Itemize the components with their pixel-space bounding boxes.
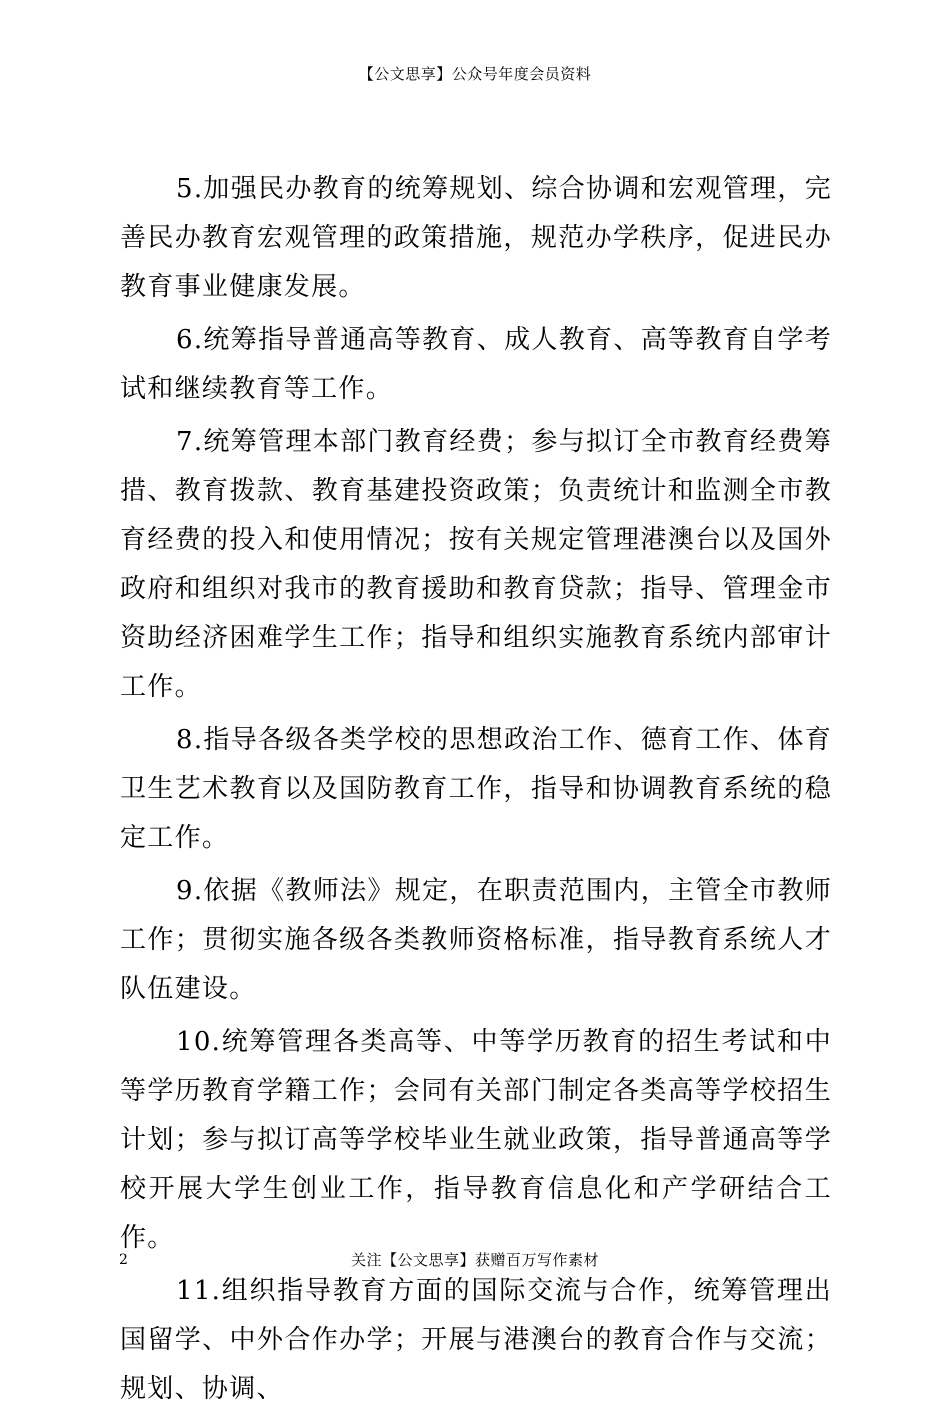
footer-note: 关注【公文思享】获赠百万写作素材 [350, 1251, 599, 1269]
paragraph-item-6: 6.统筹指导普通高等教育、成人教育、高等教育自学考试和继续教育等工作。 [120, 325, 832, 404]
page-header: 【公文思享】公众号年度会员资料 [358, 65, 592, 83]
paragraph-item-11: 11.组织指导教育方面的国际交流与合作，统筹管理出国留学、中外合作办学；开展与港澳台的教育合作与交流；规划、协调、 [120, 1276, 832, 1404]
paragraph-item-9: 9.依据《教师法》规定，在职责范围内，主管全市教师工作；贯彻实施各级各类教师资格标准，指导教育系统人才队伍建设。 [120, 876, 832, 1004]
page-footer [0, 1250, 950, 1270]
paragraph-item-10: 10.统筹管理各类高等、中等学历教育的招生考试和中等学历教育学籍工作；会同有关部门制定各类高等学校招生计划；参与拟订高等学校毕业生就业政策，指导普通高等学校开展大学生创业工作，指导教育信息化和产学研结合工作。 [120, 1027, 832, 1253]
page-number: 2 [119, 1252, 128, 1268]
paragraph-item-7: 7.统筹管理本部门教育经费；参与拟订全市教育经费筹措、教育拨款、教育基建投资政策；负责统计和监测全市教育经费的投入和使用情况；按有关规定管理港澳台以及国外政府和组织对我市的教育援助和教育贷款；指导、管理金市资助经济困难学生工作；指导和组织实施教育系统内部审计工作。 [120, 427, 832, 702]
paragraph-item-5: 5.加强民办教育的统筹规划、综合协调和宏观管理，完善民办教育宏观管理的政策措施，规范办学秩序，促进民办教育事业健康发展。 [120, 174, 832, 302]
paragraph-item-8: 8.指导各级各类学校的思想政治工作、德育工作、体育卫生艺术教育以及国防教育工作，指导和协调教育系统的稳定工作。 [120, 725, 832, 853]
document-body [120, 165, 832, 1418]
